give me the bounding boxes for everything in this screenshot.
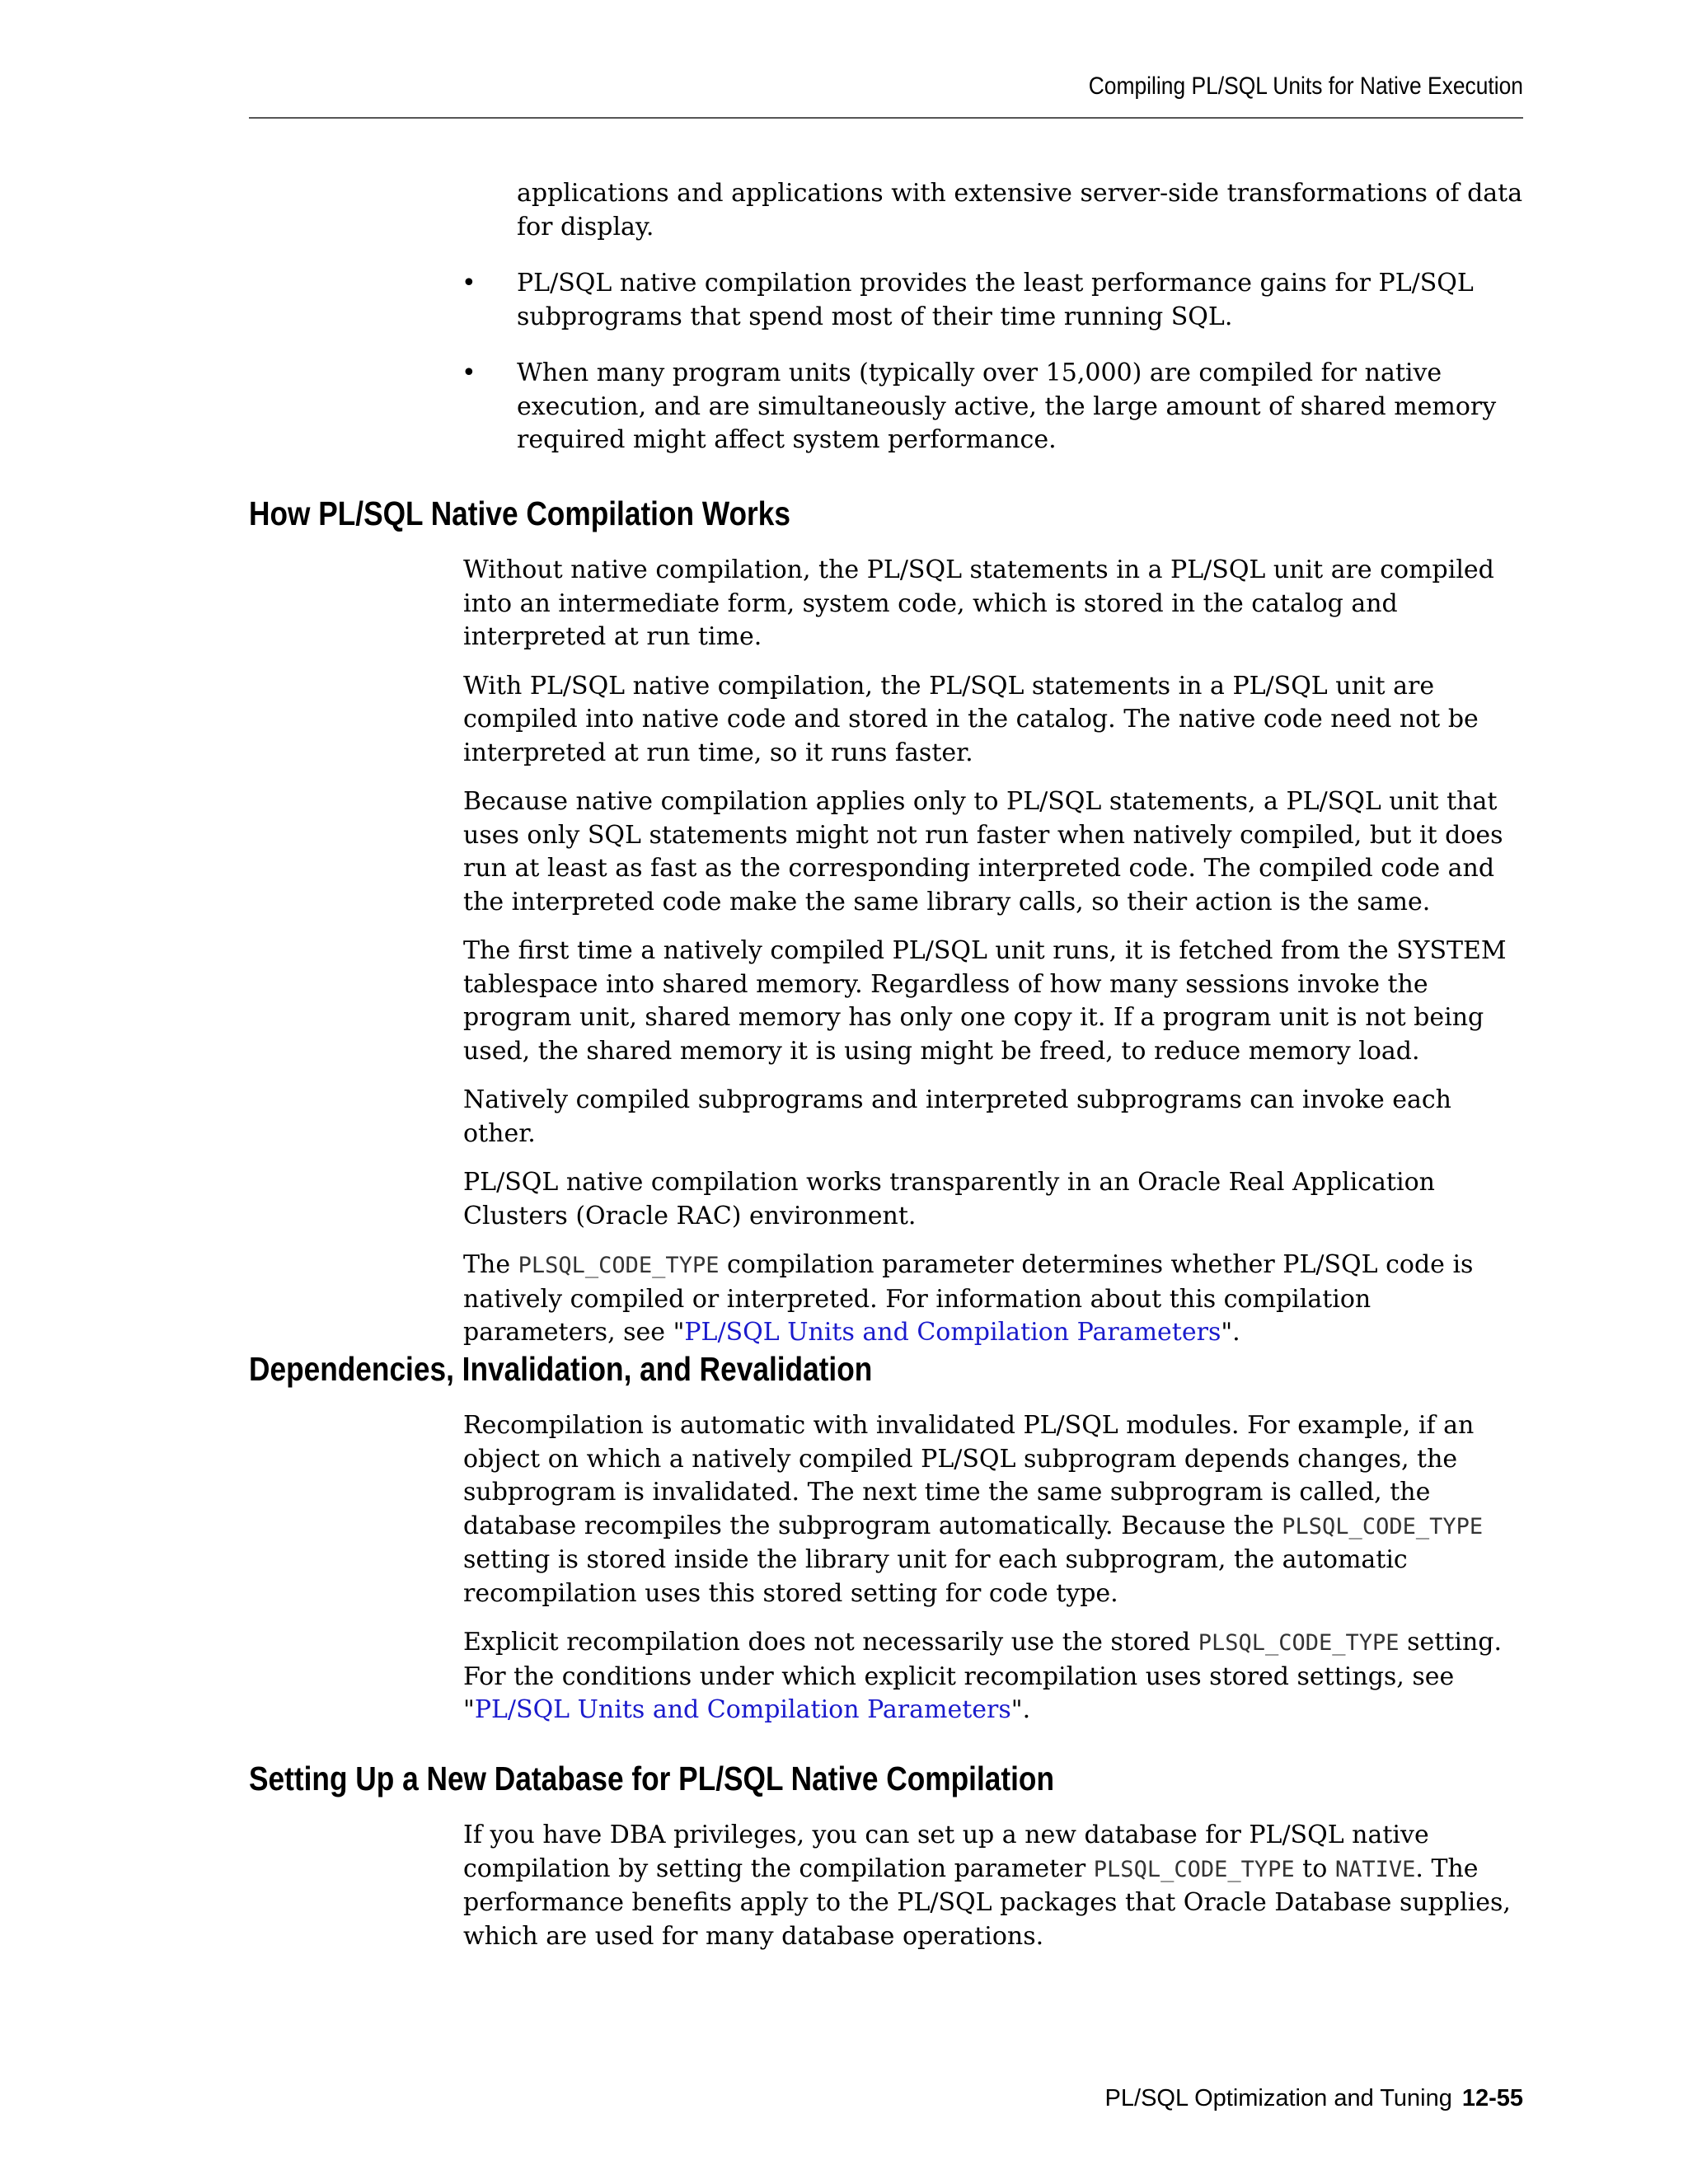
- text-run: Recompilation is automatic with invalidated PL/SQL modules. For example, if an object on which a natively compiled PL/SQL subprogram depends changes, the subprogram is invalidated. The next time the same subprogram is called, the database recompiles the subprogram automatically. Because the: [463, 1411, 1475, 1540]
- text-run: setting. For the conditions under which explicit recompilation uses stored settings, see ": [463, 1628, 1503, 1724]
- paragraph: The first time a natively compiled PL/SQL unit runs, it is fetched from the SYSTEM tablespace into shared memory. Regardless of how many sessions invoke the program unit, shared memory has only one copy it. If a program unit is not being used, the shared memory it is using might be freed, to reduce memory load.: [463, 936, 1507, 1066]
- paragraph: [463, 1819, 1526, 1953]
- paragraph: [463, 1409, 1526, 1610]
- paragraph: PL/SQL native compilation works transparently in an Oracle Real Application Clusters (Oracle RAC) environment.: [463, 1168, 1435, 1230]
- text-run: setting is stored inside the library unit for each subprogram, the automatic recompilation uses this stored setting for code type.: [463, 1545, 1408, 1608]
- code-plsql-code-type: PLSQL_CODE_TYPE: [1282, 1513, 1484, 1540]
- section-heading-setup: Setting Up a New Database for PL/SQL Native Compilation: [249, 1760, 1055, 1797]
- xref-link-compilation-parameters[interactable]: PL/SQL Units and Compilation Parameters: [474, 1695, 1011, 1724]
- section-dependencies-body: [463, 1409, 1526, 1743]
- text-run: . The performance benefits apply to the PL/SQL packages that Oracle Database supplies, which are used for many database operations.: [463, 1854, 1511, 1951]
- section-how-works-body: [463, 554, 1526, 1366]
- code-plsql-code-type: PLSQL_CODE_TYPE: [1198, 1630, 1400, 1656]
- paragraph: [463, 1249, 1526, 1350]
- text-run: compilation parameter determines whether PL/SQL code is natively compiled or interpreted. For information about this compilation parameters, see ": [463, 1250, 1474, 1347]
- xref-link-compilation-parameters[interactable]: PL/SQL Units and Compilation Parameters: [684, 1318, 1221, 1347]
- bullet-text: PL/SQL native compilation provides the least performance gains for PL/SQL subprograms that spend most of their time running SQL.: [517, 269, 1474, 331]
- paragraph: Natively compiled subprograms and interpreted subprograms can invoke each other.: [463, 1085, 1452, 1148]
- text-run: The: [463, 1250, 518, 1279]
- bullet-icon: •: [462, 269, 476, 298]
- continued-paragraph: applications and applications with extensive server-side transformations of data for display.: [517, 179, 1523, 241]
- section-setup-body: [463, 1819, 1526, 1969]
- text-run: If you have DBA privileges, you can set up a new database for PL/SQL native compilation by setting the compilation parameter: [463, 1821, 1429, 1883]
- list-item: [462, 267, 1525, 334]
- code-plsql-code-type: PLSQL_CODE_TYPE: [1093, 1856, 1295, 1882]
- list-item: [462, 357, 1525, 457]
- text-run: to: [1294, 1854, 1335, 1883]
- paragraph: Without native compilation, the PL/SQL statements in a PL/SQL unit are compiled into an intermediate form, system code, which is stored in the catalog and interpreted at run time.: [463, 555, 1494, 651]
- text-run: Explicit recompilation does not necessarily use the stored: [463, 1628, 1198, 1657]
- footer-book-title: PL/SQL Optimization and Tuning: [1104, 2085, 1452, 2111]
- paragraph: With PL/SQL native compilation, the PL/SQL statements in a PL/SQL unit are compiled into native code and stored in the catalog. The native code need not be interpreted at run time, so it runs faster.: [463, 671, 1479, 767]
- header-rule: [249, 117, 1523, 119]
- page-number: 12-55: [1461, 2085, 1523, 2111]
- bullet-list: [462, 267, 1525, 480]
- bullet-icon: •: [462, 359, 476, 387]
- text-run: ".: [1010, 1695, 1031, 1724]
- text-run: ".: [1221, 1318, 1240, 1347]
- code-native: NATIVE: [1334, 1856, 1416, 1882]
- paragraph: [463, 1626, 1526, 1727]
- page-footer: [907, 2085, 1523, 2112]
- bullet-text: When many program units (typically over 15,000) are compiled for native execution, and are simultaneously active, the large amount of shared memory required might affect system performance.: [517, 359, 1497, 454]
- section-heading-dependencies: Dependencies, Invalidation, and Revalidation: [249, 1350, 873, 1388]
- section-heading-how-works: How PL/SQL Native Compilation Works: [249, 494, 790, 532]
- paragraph: Because native compilation applies only to PL/SQL statements, a PL/SQL unit that uses only SQL statements might not run faster when natively compiled, but it does run at least as fast as the corresponding interpreted code. The compiled code and the interpreted code make the same library calls, so their action is the same.: [463, 787, 1503, 916]
- running-header: Compiling PL/SQL Units for Native Execution: [1088, 73, 1523, 100]
- code-plsql-code-type: PLSQL_CODE_TYPE: [518, 1253, 720, 1278]
